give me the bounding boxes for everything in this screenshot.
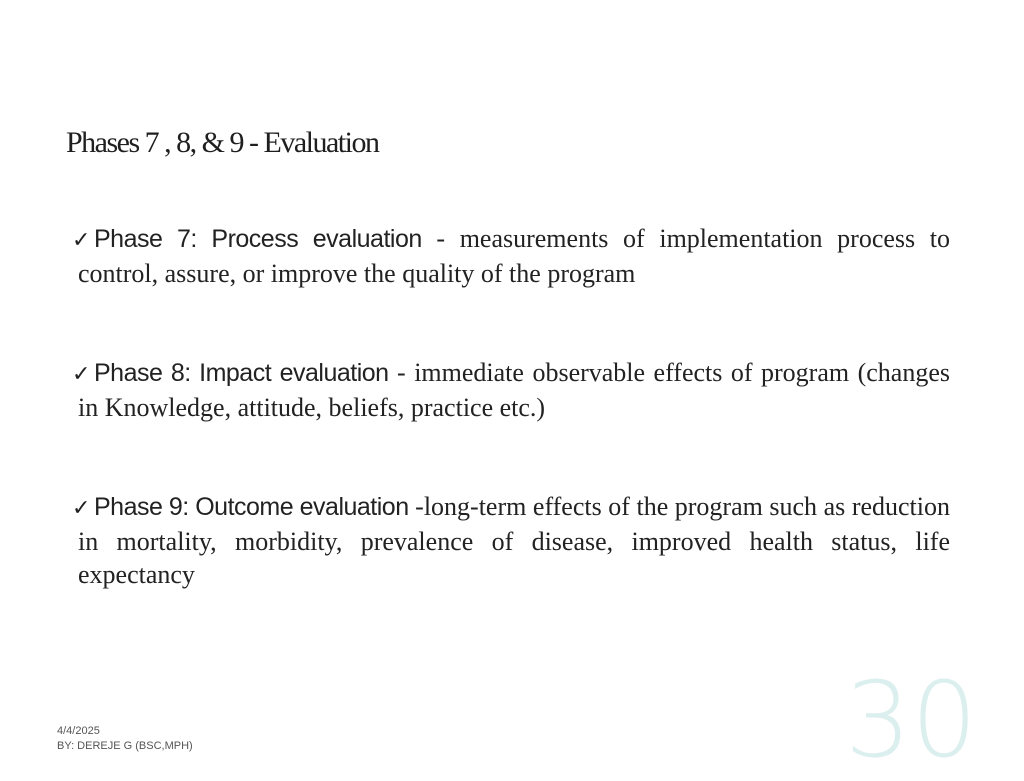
bullet-phase-7 [72,222,950,290]
bullet-description: - measurements of implementation process to control, assure, or improve the quality of the program [78,224,950,288]
bullet-phase-9 [72,490,950,591]
bullet-description: - immediate observable effects of program (changes in Knowledge, attitude, beliefs, practice etc.) [78,358,950,422]
checkmark-icon: ✓ [72,362,91,387]
bullet-term: Phase 8: Impact evaluation [94,359,389,387]
page-number: 30 [845,659,978,781]
checkmark-icon: ✓ [72,228,91,253]
bullet-term: Phase 9: Outcome evaluation [94,493,409,521]
bullet-list [72,222,950,591]
checkmark-icon: ✓ [72,496,91,521]
bullet-phase-8 [72,356,950,424]
slide-title: Phases 7 , 8, & 9 - Evaluation [66,126,379,159]
bullet-term: Phase 7: Process evaluation [94,225,422,253]
bullet-description: -long-term effects of the program such as reduction in mortality, morbidity, prevalence of disease, improved health status, life expectancy [78,492,950,589]
slide-footer [57,724,193,754]
footer-date: 4/4/2025 [57,725,100,737]
footer-author: BY: DEREJE G (BSC,MPH) [57,740,193,752]
